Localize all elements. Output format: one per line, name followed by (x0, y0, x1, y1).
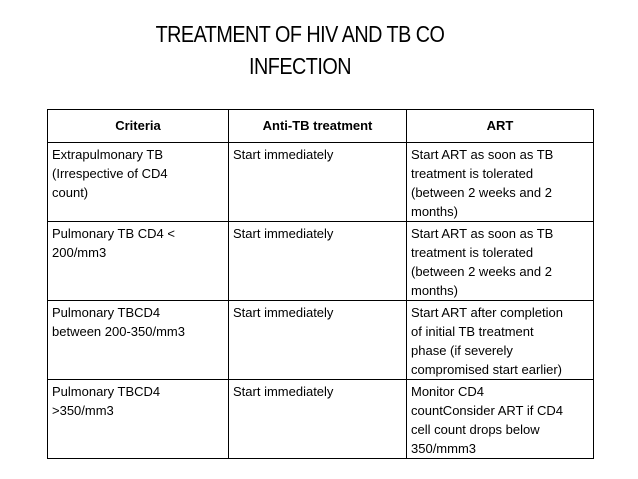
cell-line: (Irrespective of CD4 (52, 166, 168, 181)
cell-line: months) (411, 283, 458, 298)
cell-line: (between 2 weeks and 2 (411, 185, 552, 200)
cell-line: (between 2 weeks and 2 (411, 264, 552, 279)
cell-line: months) (411, 204, 458, 219)
cell-line: Pulmonary TBCD4 (52, 305, 161, 320)
cell-line: Start immediately (233, 147, 334, 162)
cell-line: between 200-350/mm3 (52, 324, 185, 339)
cell-line: Monitor CD4 (411, 384, 484, 399)
cell-line: 200/mm3 (52, 245, 107, 260)
cell-line: treatment is tolerated (411, 166, 534, 181)
cell-line: of initial TB treatment (411, 324, 534, 339)
header-anti-tb-treatment: Anti-TB treatment (229, 110, 407, 143)
cell-line: Pulmonary TBCD4 (52, 384, 161, 399)
cell-line: 350/mmm3 (411, 441, 477, 456)
cell-line: Start immediately (233, 305, 334, 320)
cell-art (407, 380, 594, 459)
cell-art (407, 143, 594, 222)
cell-anti-tb (229, 222, 407, 301)
cell-line: Start ART as soon as TB (411, 226, 554, 241)
cell-line: Start ART after completion (411, 305, 563, 320)
cell-line: cell count drops below (411, 422, 540, 437)
cell-anti-tb (229, 301, 407, 380)
slide-title-line-1: TREATMENT OF HIV AND TB CO (155, 21, 445, 47)
cell-line: count) (52, 185, 89, 200)
cell-line: Start immediately (233, 384, 334, 399)
cell-criteria (48, 143, 229, 222)
table-row (48, 301, 594, 380)
table-row (48, 143, 594, 222)
treatment-table (47, 109, 594, 459)
cell-criteria (48, 222, 229, 301)
header-criteria: Criteria (48, 110, 229, 143)
cell-line: >350/mm3 (52, 403, 114, 418)
cell-anti-tb (229, 143, 407, 222)
cell-line: Pulmonary TB CD4 < (52, 226, 175, 241)
cell-criteria (48, 301, 229, 380)
cell-anti-tb (229, 380, 407, 459)
cell-line: Start ART as soon as TB (411, 147, 554, 162)
table-row (48, 380, 594, 459)
header-art: ART (407, 110, 594, 143)
cell-criteria (48, 380, 229, 459)
cell-line: phase (if severely (411, 343, 513, 358)
cell-art (407, 301, 594, 380)
cell-line: countConsider ART if CD4 (411, 403, 563, 418)
slide-title (42, 18, 558, 82)
cell-line: Extrapulmonary TB (52, 147, 164, 162)
cell-line: compromised start earlier) (411, 362, 562, 377)
slide-title-line-2: INFECTION (249, 53, 351, 79)
cell-line: treatment is tolerated (411, 245, 534, 260)
cell-line: Start immediately (233, 226, 334, 241)
cell-art (407, 222, 594, 301)
table-row (48, 222, 594, 301)
table-header-row (48, 110, 594, 143)
